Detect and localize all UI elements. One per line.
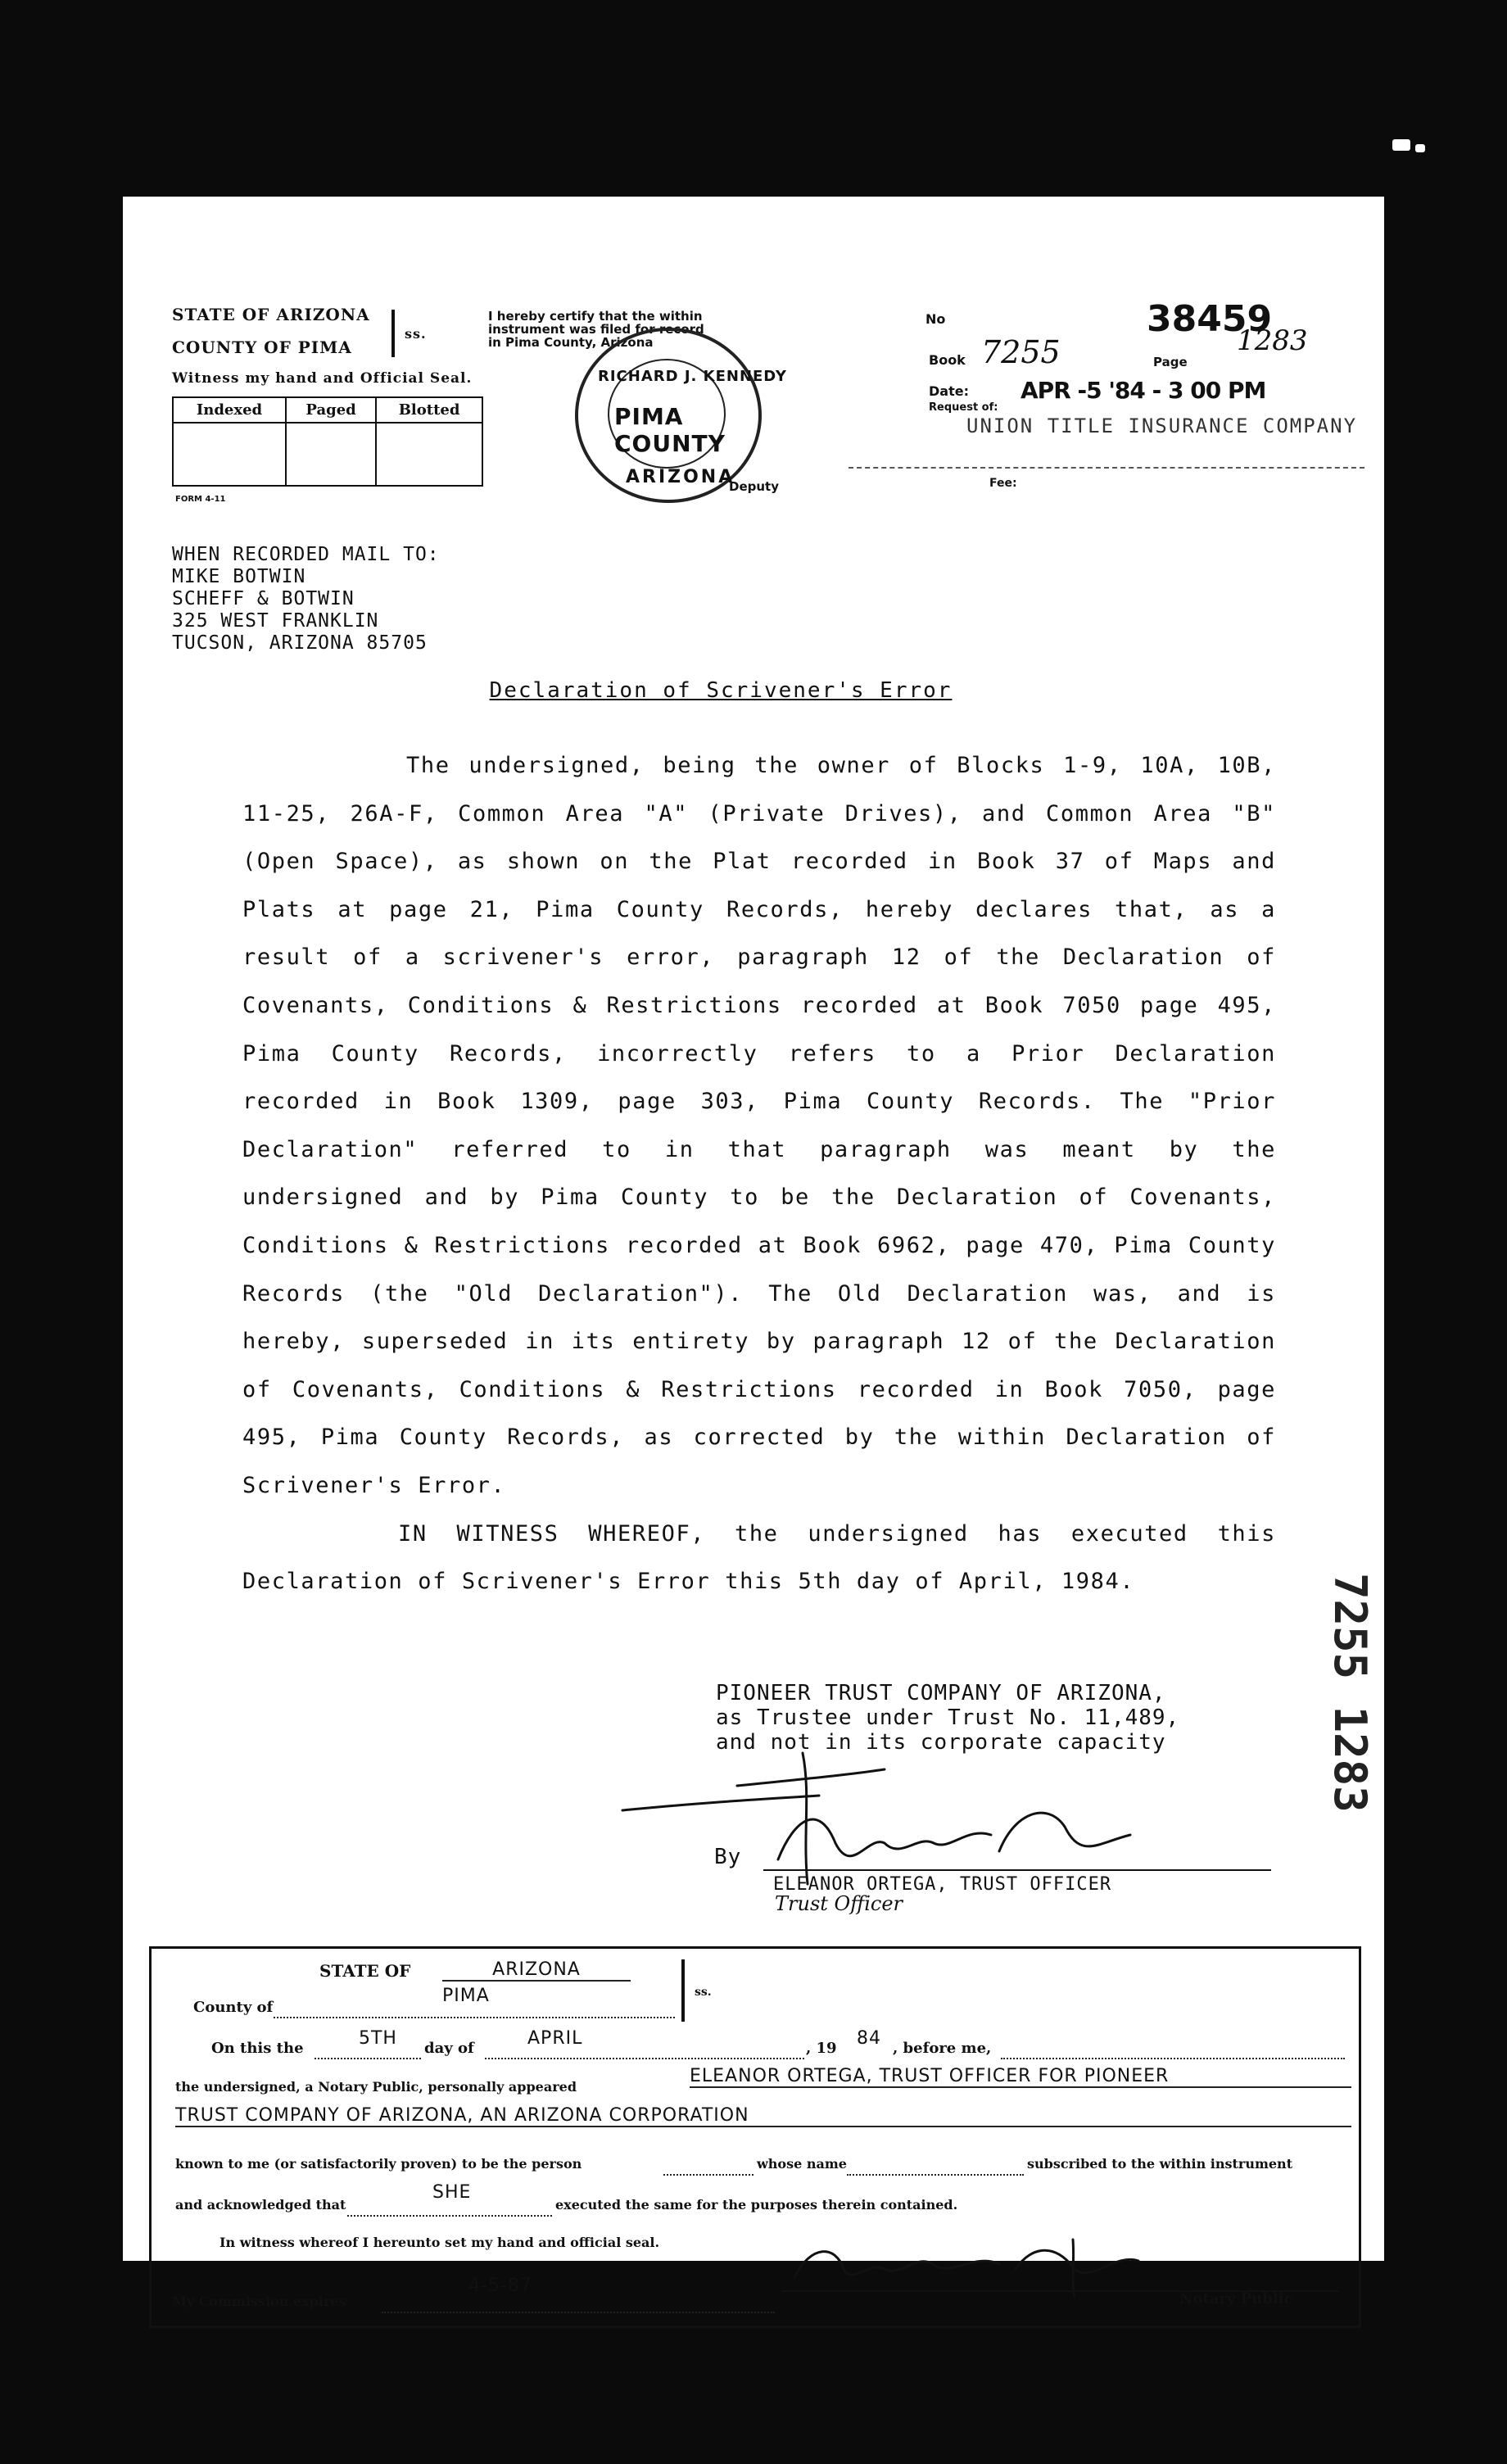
notary-county-value: PIMA bbox=[442, 1986, 490, 2006]
book-value: 7255 bbox=[981, 334, 1061, 370]
request-label: Request of: bbox=[929, 401, 998, 414]
mail-to-line: SCHEFF & BOTWIN bbox=[172, 588, 355, 609]
certify-line: instrument was filed for record bbox=[488, 322, 704, 337]
notary-undersigned-text: the undersigned, a Notary Public, personally appeared bbox=[175, 2079, 577, 2095]
mail-to-block bbox=[172, 544, 440, 654]
signature-line bbox=[763, 1869, 1271, 1871]
notary-county-label: County of bbox=[193, 1999, 274, 2016]
notary-on-this: On this the bbox=[211, 2040, 304, 2057]
request-value: UNION TITLE INSURANCE COMPANY bbox=[966, 414, 1358, 437]
notary-commission-label: My Commission expires bbox=[172, 2294, 346, 2309]
ack-dots bbox=[347, 2202, 552, 2217]
fee-line bbox=[849, 467, 1364, 469]
index-table bbox=[172, 396, 483, 487]
scan-artifact bbox=[1415, 144, 1425, 152]
margin-book-page-stamp: 7255 1283 bbox=[1324, 1573, 1376, 1813]
recorder-name: RICHARD J. KENNEDY bbox=[598, 368, 787, 385]
notary-month-value: APRIL bbox=[527, 2028, 583, 2049]
certify-line: in Pima County, Arizona bbox=[488, 335, 654, 350]
notary-public-label: Notary Public bbox=[1179, 2290, 1293, 2308]
signatory-line: as Trustee under Trust No. 11,489, bbox=[716, 1705, 1180, 1730]
notary-day-value: 5TH bbox=[359, 2028, 397, 2049]
brace bbox=[391, 310, 395, 357]
notary-appeared-value-2: TRUST COMPANY OF ARIZONA, AN ARIZONA CORPORATION bbox=[175, 2105, 1351, 2127]
document-title: Declaration of Scrivener's Error bbox=[489, 678, 953, 703]
notary-ack-text-b: executed the same for the purposes therein contained. bbox=[555, 2197, 958, 2213]
notary-before-me: , before me, bbox=[893, 2040, 992, 2057]
certify-line: I hereby certify that the within bbox=[488, 309, 703, 324]
table-header: Indexed bbox=[173, 397, 286, 423]
date-label: Date: bbox=[929, 383, 969, 399]
commission-dots bbox=[382, 2299, 775, 2313]
table-header: Paged bbox=[286, 397, 376, 423]
notary-witness-text: In witness whereof I hereunto set my hand and official seal. bbox=[219, 2235, 660, 2250]
page-label: Page bbox=[1153, 355, 1188, 369]
notary-year-prefix: , 19 bbox=[806, 2040, 837, 2057]
mail-to-heading: WHEN RECORDED MAIL TO: bbox=[172, 544, 440, 565]
notary-state-value: ARIZONA bbox=[442, 1959, 631, 1982]
mail-to-line: MIKE BOTWIN bbox=[172, 566, 306, 587]
notary-appeared-value: ELEANOR ORTEGA, TRUST OFFICER FOR PIONEER bbox=[690, 2066, 1351, 2088]
notary-ss: ss. bbox=[695, 1986, 712, 1999]
witness-paragraph: IN WITNESS WHEREOF, the undersigned has executed this Declaration of Scrivener's Error this 5th day of April, 1984. bbox=[242, 1520, 1276, 1595]
body-paragraph: The undersigned, being the owner of Blocks 1-9, 10A, 10B, 11-25, 26A-F, Common Area "A" (Private Drives), and Common Area "B" (Open Space), as shown on the Plat recorded in Book 37 of Maps and Plats at page 21, Pima County Records, hereby declares that, as a result of a scrivener's error, paragraph 12 of the Declaration of Covenants, Conditions & Restrictions recorded at Book 7050 page 495, Pima County Records, incorrectly refers to a Prior Declaration recorded in Book 1309, page 303, Pima County Records. The "Prior Declaration" referred to in that paragraph was meant by the undersigned and by Pima County to be the Declaration of Covenants, Conditions & Restrictions recorded at Book 6962, page 470, Pima County Records (the "Old Declaration"). The Old Declaration was, and is hereby, superseded in its entirety by paragraph 12 of the Declaration of Covenants, Conditions & Restrictions recorded in Book 7050, page 495, Pima County Records, as corrected by the within Declaration of Scrivener's Error. bbox=[242, 753, 1276, 1498]
table-header: Blotted bbox=[376, 397, 482, 423]
before-me-dots bbox=[1001, 2045, 1345, 2059]
deputy-label: Deputy bbox=[729, 479, 779, 494]
seal-text: PIMA COUNTY bbox=[614, 403, 726, 457]
date-value: APR -5 '84 - 3 00 PM bbox=[1021, 377, 1266, 404]
person-dots bbox=[663, 2161, 754, 2176]
scan-left-border bbox=[0, 197, 123, 2464]
notary-year-value: 84 bbox=[857, 2028, 881, 2049]
notary-known-text-b: whose name bbox=[757, 2156, 847, 2172]
signer-name: ELEANOR ORTEGA, TRUST OFFICER bbox=[773, 1874, 1112, 1895]
notary-commission-value: 4-5-87 bbox=[468, 2276, 532, 2296]
no-label: No bbox=[925, 311, 946, 327]
book-label: Book bbox=[929, 352, 966, 368]
seal-bottom-text: ARIZONA bbox=[626, 467, 735, 487]
county-seal bbox=[575, 328, 762, 503]
witness-line: Witness my hand and Official Seal. bbox=[172, 370, 473, 387]
by-label: By bbox=[714, 1845, 742, 1869]
notary-ack-value: SHE bbox=[432, 2182, 472, 2203]
page-value: 1283 bbox=[1237, 324, 1308, 357]
notary-known-text-a: known to me (or satisfactorily proven) to be the person bbox=[175, 2156, 582, 2172]
name-dots bbox=[847, 2161, 1024, 2176]
county-line: COUNTY OF PIMA bbox=[172, 337, 352, 357]
notary-day-of: day of bbox=[424, 2040, 474, 2057]
state-line: STATE OF ARIZONA bbox=[172, 305, 370, 324]
handwritten-title: Trust Officer bbox=[775, 1892, 903, 1915]
declaration-body bbox=[242, 742, 1276, 1606]
scan-top-border bbox=[0, 0, 1507, 197]
ss-label: ss. bbox=[405, 326, 427, 342]
mail-to-line: TUCSON, ARIZONA 85705 bbox=[172, 632, 428, 654]
signatory-line: and not in its corporate capacity bbox=[716, 1730, 1166, 1755]
notary-ack-text-a: and acknowledged that bbox=[175, 2197, 346, 2213]
document-number: 38459 bbox=[1147, 298, 1273, 340]
mail-to-line: 325 WEST FRANKLIN bbox=[172, 610, 379, 632]
notary-brace bbox=[681, 1959, 685, 2022]
signatory-line: PIONEER TRUST COMPANY OF ARIZONA, bbox=[716, 1681, 1166, 1705]
notary-state-label: STATE OF bbox=[319, 1961, 411, 1981]
notary-signature bbox=[778, 2228, 1171, 2302]
scan-right-border bbox=[1384, 197, 1507, 2464]
form-number: FORM 4-11 bbox=[175, 495, 226, 504]
trustee-signature bbox=[606, 1720, 1327, 1933]
notary-known-text-c: subscribed to the within instrument bbox=[1027, 2156, 1293, 2172]
fee-label: Fee: bbox=[989, 477, 1017, 490]
scan-artifact bbox=[1392, 139, 1410, 151]
